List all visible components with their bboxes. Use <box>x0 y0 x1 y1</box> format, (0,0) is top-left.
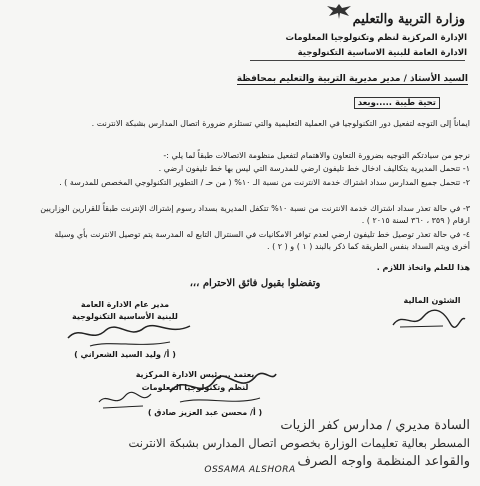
approval-department: لنظم وتكنولوجيا المعلومات <box>141 383 249 392</box>
gm-signature <box>60 318 200 350</box>
general-department: الادارة العامة للبنية الاساسية التكنولوجية <box>297 48 467 58</box>
item-2: ٢- تتحمل جميع المدارس سداد اشتراك خدمة الانترنت من نسبة الـ ١٠% ( من حـ / التطوير التكنولوجي المخصص للمدرسة ) . <box>59 178 470 187</box>
ministry-name: وزارة التربية والتعليم <box>352 12 465 27</box>
intro-paragraph: ايماناً إلى التوجه لتفعيل دور التكنولوجيا في العملية التعليمية والتي تستلزم ضرورة اتصال المدارس بشبكة الانترنت . <box>91 119 470 128</box>
header-divider <box>250 60 465 61</box>
request-paragraph: نرجو من سيادتكم التوجيه بضرورة التعاون والاهتمام لتفعيل منظومة الاتصالات طبقاً لما يلي :- <box>163 151 470 160</box>
handwritten-line-3: والقواعد المنظمة واوجه الصرف <box>297 454 470 469</box>
handwritten-line-1: السادة مديري / مدارس كفر الزيات <box>280 418 470 433</box>
watermark: OSSAMA ALSHORA <box>204 465 296 475</box>
approval-name: ( أ/ محسن عبد العزيز صادق ) <box>147 408 263 417</box>
greeting: تحية طيبة .....وبعد <box>40 98 440 108</box>
closing-regards: وتفضلوا بقبول فائق الاحترام ،،، <box>189 278 321 289</box>
closing-note: هذا للعلم واتخاذ اللازم . <box>376 263 470 272</box>
gm-name: ( أ/ وليد السيد الشعراني ) <box>74 350 176 359</box>
item-4: ٤- في حالة تعذر توصيل خط تليفون ارضي لعدم توافر الامكانيات في السنترال التابع له المدرسة يتم توصيل الانترنت بأي وسيلة أخرى ويتم السداد بنفس الطريقة كما ذكر بالبند ( ١ ) و ( ٢ ) . <box>54 230 470 251</box>
handwritten-line-2: المسطر بعالية تعليمات الوزارة بخصوص اتصال المدارس بشبكة الانترنت <box>128 436 470 450</box>
finance-signature <box>388 307 468 331</box>
gm-department: للبنية الأساسية التكنولوجية <box>72 312 178 321</box>
approval-title: يعتمد .. رئيس الادارة المركزية <box>135 370 255 379</box>
item-3: ٣- في حالة تعذر سداد اشتراك خدمة الانترنت من نسبة ١٠% تتكفل المديرية بسداد رسوم إشتراك الإنترنت طبقاً للقرارين الوزاريين ارقام ( ٣٥٩ ، ٣٦٠ لسنة ٢٠١٥ ) . <box>40 204 470 225</box>
finance-title: الشئون المالية <box>403 296 461 305</box>
central-department: الإدارة المركزية لنظم وتكنولوجيا المعلومات <box>285 33 467 43</box>
approval-signature <box>160 362 280 410</box>
gm-title: مدير عام الادارة العامة <box>80 300 170 309</box>
item-1: ١- تتحمل المديرية بتكاليف ادخال خط تليفون ارضي للمدرسة التي ليس بها خط تليفون ارضي . <box>158 164 470 173</box>
salutation: السيد الأستاذ / مدير مديرية التربية والتعليم بمحافظة <box>236 74 468 84</box>
